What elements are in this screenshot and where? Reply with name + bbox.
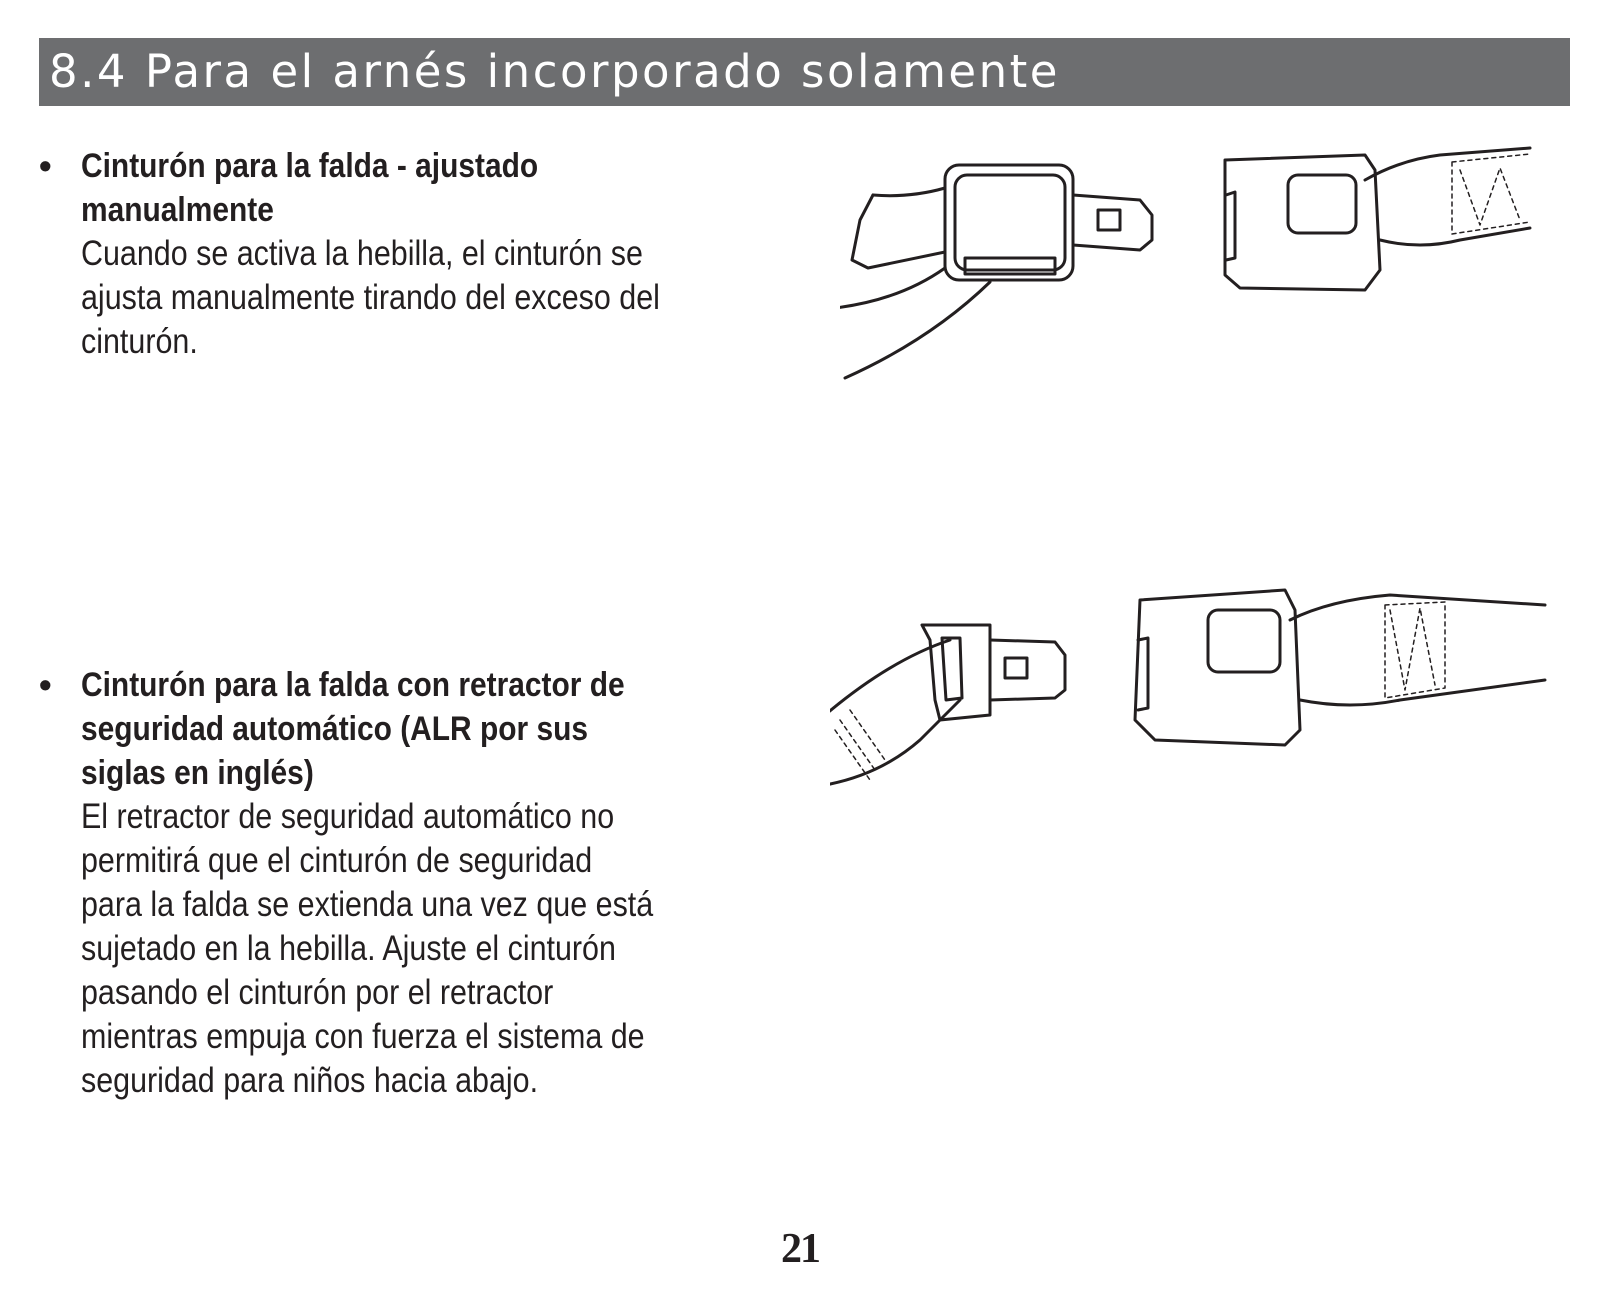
body-line: seguridad para niños hacia abajo.: [81, 1061, 539, 1100]
page-number: 21: [781, 1226, 819, 1272]
section-header-bar: [39, 38, 1570, 106]
body-line: permitirá que el cinturón de seguridad: [81, 841, 593, 880]
tongue-window: [1005, 658, 1027, 678]
body-line: para la falda se extienda una vez que está: [81, 885, 654, 924]
latch-plate-face: [955, 175, 1065, 270]
webbing-stitching: [1385, 602, 1445, 698]
heading-line: manualmente: [81, 191, 274, 229]
body-line: mientras empuja con fuerza el sistema de: [81, 1017, 645, 1056]
manual-lap-belt-illustration: [840, 140, 1570, 400]
section-manual-lap-belt: [39, 144, 759, 364]
section-title: 8.4 Para el arnés incorporado solamente: [49, 45, 1060, 98]
section-body: [81, 232, 777, 364]
belt-webbing-edge: [873, 188, 945, 196]
belt-webbing-lower: [840, 268, 945, 308]
latch-slot: [965, 258, 1055, 274]
heading-line: Cinturón para la falda con retractor de: [81, 666, 625, 704]
latch-slot: [942, 638, 962, 700]
buckle-webbing-top: [1290, 595, 1545, 620]
webbing-stitching-zigzag: [1390, 608, 1435, 690]
body-line: ajusta manualmente tirando del exceso del: [81, 278, 660, 317]
buckle-opening: [1226, 192, 1235, 260]
webbing-stitching-zigzag: [1460, 168, 1520, 225]
belt-webbing: [852, 195, 945, 268]
section-alr-lap-belt: [39, 663, 759, 1103]
alr-lap-belt-illustration: [830, 580, 1570, 810]
bullet-marker: •: [39, 664, 52, 705]
buckle-release-button: [1208, 610, 1280, 672]
body-line: pasando el cinturón por el retractor: [81, 973, 554, 1012]
section-heading: [81, 663, 767, 795]
body-line: El retractor de seguridad automático no: [81, 797, 615, 836]
buckle-opening: [1138, 638, 1148, 710]
bullet-marker: •: [39, 145, 52, 186]
tongue-window: [1098, 210, 1120, 230]
buckle-webbing-top: [1365, 148, 1530, 180]
body-line: sujetado en la hebilla. Ajuste el cinturón: [81, 929, 616, 968]
latch-tongue: [1073, 195, 1152, 250]
buckle-webbing-bottom: [1380, 228, 1530, 245]
body-line: cinturón.: [81, 322, 198, 361]
heading-line: siglas en inglés): [81, 754, 314, 792]
body-line: Cuando se activa la hebilla, el cinturón se: [81, 234, 643, 273]
buckle-release-button: [1288, 175, 1356, 233]
section-body: [81, 795, 777, 1103]
heading-line: seguridad automático (ALR por sus: [81, 710, 589, 748]
section-heading: [81, 144, 767, 232]
belt-tail: [845, 282, 990, 378]
belt-webbing-bottom: [830, 700, 960, 785]
heading-line: Cinturón para la falda - ajustado: [81, 147, 539, 185]
